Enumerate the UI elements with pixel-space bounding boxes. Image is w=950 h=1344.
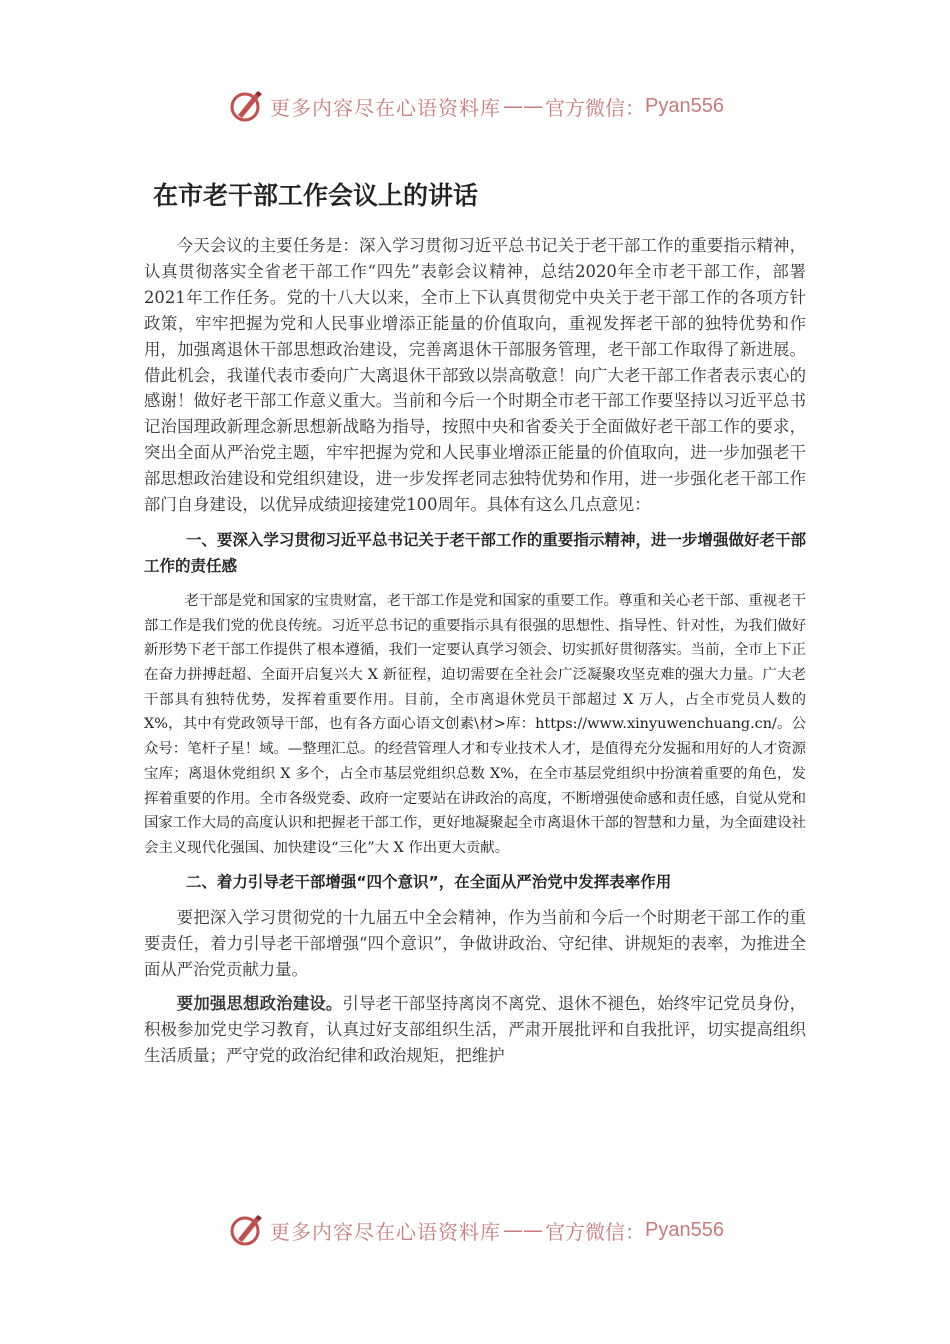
banner-wechat-label: 官方微信： bbox=[545, 1219, 645, 1244]
section-1-heading: 一、要深入学习贯彻习近平总书记关于老干部工作的重要指示精神，进一步增强做好老干部工作的责任感 bbox=[144, 530, 806, 575]
banner-separator: —— bbox=[503, 1218, 543, 1242]
banner-slogan: 更多内容尽在心语资料库 bbox=[270, 1219, 501, 1244]
lead-paragraph-text: 引导老干部坚持离岗不离党、退休不褪色，始终牢记党员身份，积极参加党史学习教育，认真过好支部组织生活，严肃开展批评和自我批评，切实提高组织生活质量；严守党的政治纪律和政治规矩，把维护 bbox=[144, 994, 806, 1066]
lead-phrase: 要加强思想政治建设。 bbox=[176, 994, 343, 1014]
footer-banner bbox=[228, 1210, 748, 1250]
banner-wechat-id: Pyan556 bbox=[645, 1218, 724, 1241]
section-2-lead-paragraph bbox=[144, 991, 806, 1069]
banner-separator: —— bbox=[503, 94, 543, 118]
banner-wechat-id: Pyan556 bbox=[645, 94, 724, 117]
document-body bbox=[144, 233, 806, 1078]
pen-logo-icon bbox=[228, 1212, 264, 1248]
section-2-heading: 二、着力引导老干部增强“四个意识”，在全面从严治党中发挥表率作用 bbox=[185, 872, 672, 891]
banner-wechat-label: 官方微信： bbox=[545, 95, 645, 120]
header-banner bbox=[228, 86, 748, 126]
section-1-paragraph: 老干部是党和国家的宝贵财富，老干部工作是党和国家的重要工作。尊重和关心老干部、重视老干部工作是我们党的优良传统。习近平总书记的重要指示具有很强的思想性、指导性、针对性，为我们做好新形势下老干部工作提供了根本遵循，我们一定要认真学习领会、切实抓好贯彻落实。当前，全市上下正在奋力拼搏赶超、全面开启复兴大 X 新征程，迫切需要在全社会广泛凝聚攻坚克难的强大力量。广大老干部具有独特优势，发挥着重要作用。目前，全市离退休党员干部超过 X 万人，占全市党员人数的 X%，其中有党政领导干部，也有各方面心语文创素\材>库：https://www.xinyuwenchuang.cn/。公众号：笔杆子星！域。—整理汇总。的经营管理人才和专业技术人才，是值得充分发掘和用好的人才资源宝库；离退休党组织 X 多个，占全市基层党组织总数 X%，在全市基层党组织中扮演着重要的角色，发挥着重要的作用。全市各级党委、政府一定要站在讲政治的高度，不断增强使命感和责任感，自觉从党和国家工作大局的高度认识和把握老干部工作，更好地凝聚起全市离退休干部的智慧和力量，为全面建设社会主义现代化强国、加快建设“三化”大 X 作出更大贡献。 bbox=[144, 592, 806, 856]
section-2-paragraph: 要把深入学习贯彻党的十九届五中全会精神，作为当前和今后一个时期老干部工作的重要责任，着力引导老干部增强“四个意识”，争做讲政治、守纪律、讲规矩的表率，为推进全面从严治党贡献力量。 bbox=[144, 907, 806, 979]
intro-paragraph: 今天会议的主要任务是：深入学习贯彻习近平总书记关于老干部工作的重要指示精神，认真贯彻落实全省老干部工作“四先”表彰会议精神，总结2020年全市老干部工作，部署2021年工作任务。党的十八大以来，全市上下认真贯彻党中央关于老干部工作的各项方针政策，牢牢把握为党和人民事业增添正能量的价值取向，重视发挥老干部的独特优势和作用，加强离退休干部思想政治建设，完善离退休干部服务管理，老干部工作取得了新进展。借此机会，我谨代表市委向广大离退休干部致以崇高敬意！向广大老干部工作者表示衷心的感谢！做好老干部工作意义重大。当前和今后一个时期全市老干部工作要坚持以习近平总书记治国理政新理念新思想新战略为指导，按照中央和省委关于全面做好老干部工作的要求，突出全面从严治党主题，牢牢把握为党和人民事业增添正能量的价值取向，进一步加强老干部思想政治建设和党组织建设，进一步发挥老同志独特优势和作用，进一步强化老干部工作部门自身建设，以优异成绩迎接建党100周年。具体有这么几点意见： bbox=[144, 236, 806, 515]
banner-slogan: 更多内容尽在心语资料库 bbox=[270, 95, 501, 120]
pen-logo-icon bbox=[228, 88, 264, 124]
document-title: 在市老干部工作会议上的讲话 bbox=[153, 181, 479, 210]
